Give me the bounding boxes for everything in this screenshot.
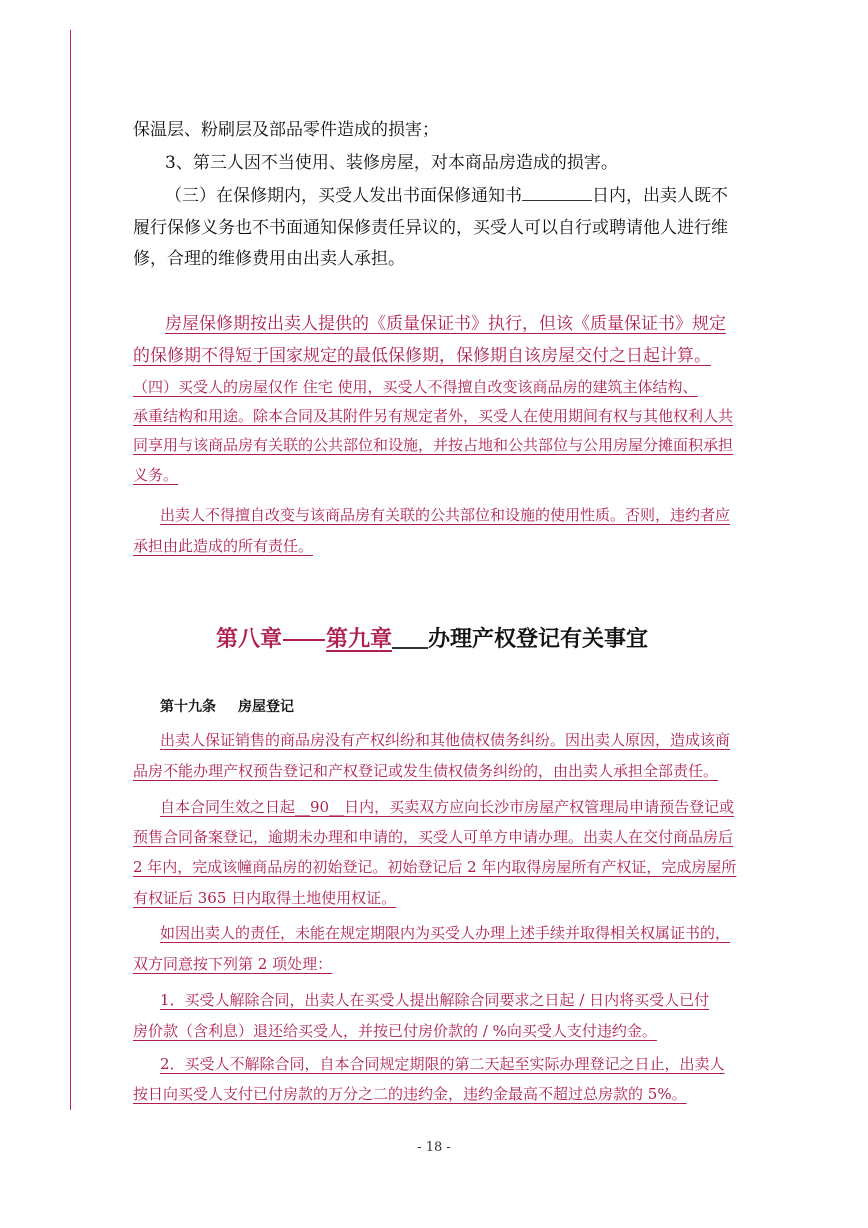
inserted-text-line: 如因出卖人的责任，未能在规定期限内为买受人办理上述手续并取得相关权属证书的， bbox=[160, 924, 731, 942]
text-line: 修，合理的维修费用由出卖人承担。 bbox=[133, 249, 405, 269]
inserted-text-line: 2 年内，完成该幢商品房的初始登记。初始登记后 2 年内取得房屋所有产权证，完成房屋所 bbox=[133, 858, 737, 876]
article-heading bbox=[160, 696, 294, 716]
chapter-old-number: 第八章 bbox=[216, 627, 283, 652]
inserted-text-line: 出卖人保证销售的商品房没有产权纠纷和其他债权债务纠纷。因出卖人原因，造成该商 bbox=[160, 731, 731, 749]
inserted-text-line: 1．买受人解除合同，出卖人在买受人提出解除合同要求之日起 / 日内将买受人已付 bbox=[160, 991, 710, 1009]
inserted-text-line: 品房不能办理产权预告登记和产权登记或发生债权债务纠纷的，由出卖人承担全部责任。 bbox=[133, 762, 719, 780]
chapter-title: 办理产权登记有关事宜 bbox=[428, 627, 649, 652]
inserted-text-line: 双方同意按下列第 2 项处理： bbox=[133, 955, 333, 973]
inserted-text-line: 出卖人不得擅自改变与该商品房有关联的公共部位和设施的使用性质。否则，违约者应 bbox=[160, 506, 731, 524]
revision-margin-bar bbox=[70, 30, 71, 1110]
inserted-text-line: 房价款（含利息）退还给买受人，并按已付房价款的 / %向买受人支付违约金。 bbox=[133, 1022, 657, 1040]
inserted-text-line: 按日向买受人支付已付房款的万分之二的违约金，违约金最高不超过总房款的 5%。 bbox=[133, 1085, 687, 1103]
page-number: - 18 - bbox=[417, 1140, 451, 1155]
inserted-text-line: （四）买受人的房屋仅作 住宅 使用，买受人不得擅自改变该商品房的建筑主体结构、 bbox=[133, 378, 698, 396]
chapter-heading bbox=[216, 622, 648, 653]
inserted-text-line: 的保修期不得短于国家规定的最低保修期，保修期自该房屋交付之日起计算。 bbox=[133, 346, 711, 366]
inserted-text-line: 有权证后 365 日内取得土地使用权证。 bbox=[133, 889, 397, 907]
text-line: 履行保修义务也不书面通知保修责任异议的，买受人可以自行或聘请他人进行维 bbox=[133, 218, 728, 238]
inserted-text-line: 2．买受人不解除合同，自本合同规定期限的第二天起至实际办理登记之日止，出卖人 bbox=[160, 1055, 725, 1073]
article-title: 房屋登记 bbox=[238, 699, 294, 715]
fill-blank bbox=[522, 186, 592, 201]
chapter-dash bbox=[283, 639, 325, 641]
text-line bbox=[165, 181, 728, 206]
inserted-text-line: 承重结构和用途。除本合同及其附件另有规定者外，买受人在使用期间有权与其他权利人共 bbox=[133, 407, 734, 425]
chapter-new-number: 第九章 bbox=[326, 627, 393, 652]
inserted-text-line: 房屋保修期按出卖人提供的《质量保证书》执行，但该《质量保证书》规定 bbox=[165, 314, 726, 334]
text-line: 保温层、粉刷层及部品零件造成的损害； bbox=[133, 120, 439, 140]
inserted-text-line: 同享用与该商品房有关联的公共部位和设施，并按占地和公共部位与公用房屋分摊面积承担 bbox=[133, 436, 734, 454]
text-line: 3、第三人因不当使用、装修房屋，对本商品房造成的损害。 bbox=[165, 153, 618, 173]
inserted-text-line: 自本合同生效之日起__90__日内，买卖双方应向长沙市房屋产权管理局申请预告登记或 bbox=[160, 798, 735, 816]
article-number: 第十九条 bbox=[160, 699, 216, 715]
text-segment: （三）在保修期内，买受人发出书面保修通知书 bbox=[165, 186, 522, 206]
chapter-blank bbox=[392, 647, 428, 649]
text-segment: 日内，出卖人既不 bbox=[592, 186, 728, 206]
inserted-text-line: 义务。 bbox=[133, 466, 179, 484]
inserted-text-line: 预售合同备案登记，逾期未办理和申请的，买受人可单方申请办理。出卖人在交付商品房后 bbox=[133, 828, 734, 846]
inserted-text-line: 承担由此造成的所有责任。 bbox=[133, 537, 314, 555]
